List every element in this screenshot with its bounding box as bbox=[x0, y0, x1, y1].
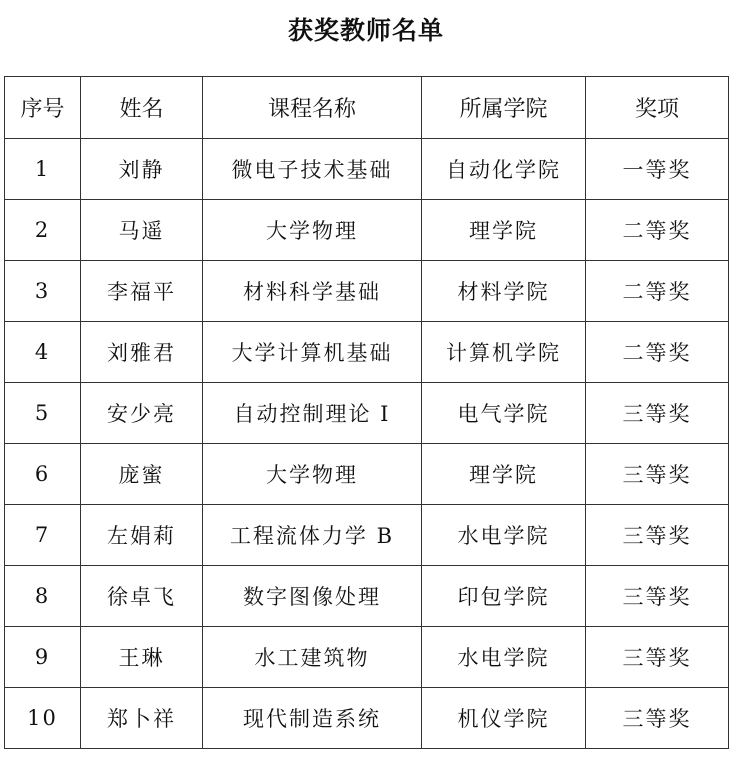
table-row bbox=[5, 383, 729, 444]
cell-course: 大学物理 bbox=[203, 444, 422, 505]
cell-no: 10 bbox=[5, 688, 81, 749]
table-row bbox=[5, 139, 729, 200]
table-row bbox=[5, 505, 729, 566]
cell-college: 计算机学院 bbox=[422, 322, 586, 383]
cell-award: 二等奖 bbox=[586, 200, 729, 261]
cell-college: 印包学院 bbox=[422, 566, 586, 627]
cell-name: 李福平 bbox=[81, 261, 203, 322]
cell-college: 水电学院 bbox=[422, 627, 586, 688]
cell-course: 现代制造系统 bbox=[203, 688, 422, 749]
table-row bbox=[5, 688, 729, 749]
cell-no: 5 bbox=[5, 383, 81, 444]
cell-course: 微电子技术基础 bbox=[203, 139, 422, 200]
cell-course: 自动控制理论 I bbox=[203, 383, 422, 444]
cell-course: 工程流体力学 B bbox=[203, 505, 422, 566]
cell-name: 郑卜祥 bbox=[81, 688, 203, 749]
cell-award: 三等奖 bbox=[586, 444, 729, 505]
header-college: 所属学院 bbox=[422, 77, 586, 139]
cell-course: 材料科学基础 bbox=[203, 261, 422, 322]
cell-no: 4 bbox=[5, 322, 81, 383]
cell-award: 二等奖 bbox=[586, 261, 729, 322]
cell-no: 8 bbox=[5, 566, 81, 627]
table-row bbox=[5, 322, 729, 383]
cell-name: 徐卓飞 bbox=[81, 566, 203, 627]
table-row bbox=[5, 627, 729, 688]
table-row bbox=[5, 200, 729, 261]
cell-name: 左娟莉 bbox=[81, 505, 203, 566]
cell-award: 二等奖 bbox=[586, 322, 729, 383]
cell-course: 数字图像处理 bbox=[203, 566, 422, 627]
table-header-row bbox=[5, 77, 729, 139]
award-table bbox=[4, 76, 729, 749]
cell-name: 刘雅君 bbox=[81, 322, 203, 383]
cell-no: 6 bbox=[5, 444, 81, 505]
cell-award: 三等奖 bbox=[586, 627, 729, 688]
cell-name: 刘静 bbox=[81, 139, 203, 200]
cell-award: 三等奖 bbox=[586, 505, 729, 566]
header-name: 姓名 bbox=[81, 77, 203, 139]
cell-no: 3 bbox=[5, 261, 81, 322]
cell-award: 三等奖 bbox=[586, 566, 729, 627]
table-row bbox=[5, 444, 729, 505]
cell-college: 材料学院 bbox=[422, 261, 586, 322]
cell-course: 大学计算机基础 bbox=[203, 322, 422, 383]
cell-no: 9 bbox=[5, 627, 81, 688]
cell-name: 庞蜜 bbox=[81, 444, 203, 505]
cell-award: 三等奖 bbox=[586, 383, 729, 444]
cell-no: 2 bbox=[5, 200, 81, 261]
cell-no: 7 bbox=[5, 505, 81, 566]
table-row bbox=[5, 261, 729, 322]
cell-college: 理学院 bbox=[422, 200, 586, 261]
cell-college: 水电学院 bbox=[422, 505, 586, 566]
cell-college: 机仪学院 bbox=[422, 688, 586, 749]
header-no: 序号 bbox=[5, 77, 81, 139]
cell-name: 马遥 bbox=[81, 200, 203, 261]
cell-course: 水工建筑物 bbox=[203, 627, 422, 688]
cell-college: 自动化学院 bbox=[422, 139, 586, 200]
cell-college: 理学院 bbox=[422, 444, 586, 505]
table-row bbox=[5, 566, 729, 627]
cell-no: 1 bbox=[5, 139, 81, 200]
cell-college: 电气学院 bbox=[422, 383, 586, 444]
header-course: 课程名称 bbox=[203, 77, 422, 139]
cell-name: 王琳 bbox=[81, 627, 203, 688]
page-title: 获奖教师名单 bbox=[287, 16, 444, 45]
cell-award: 三等奖 bbox=[586, 688, 729, 749]
cell-course: 大学物理 bbox=[203, 200, 422, 261]
header-award: 奖项 bbox=[586, 77, 729, 139]
cell-name: 安少亮 bbox=[81, 383, 203, 444]
cell-award: 一等奖 bbox=[586, 139, 729, 200]
